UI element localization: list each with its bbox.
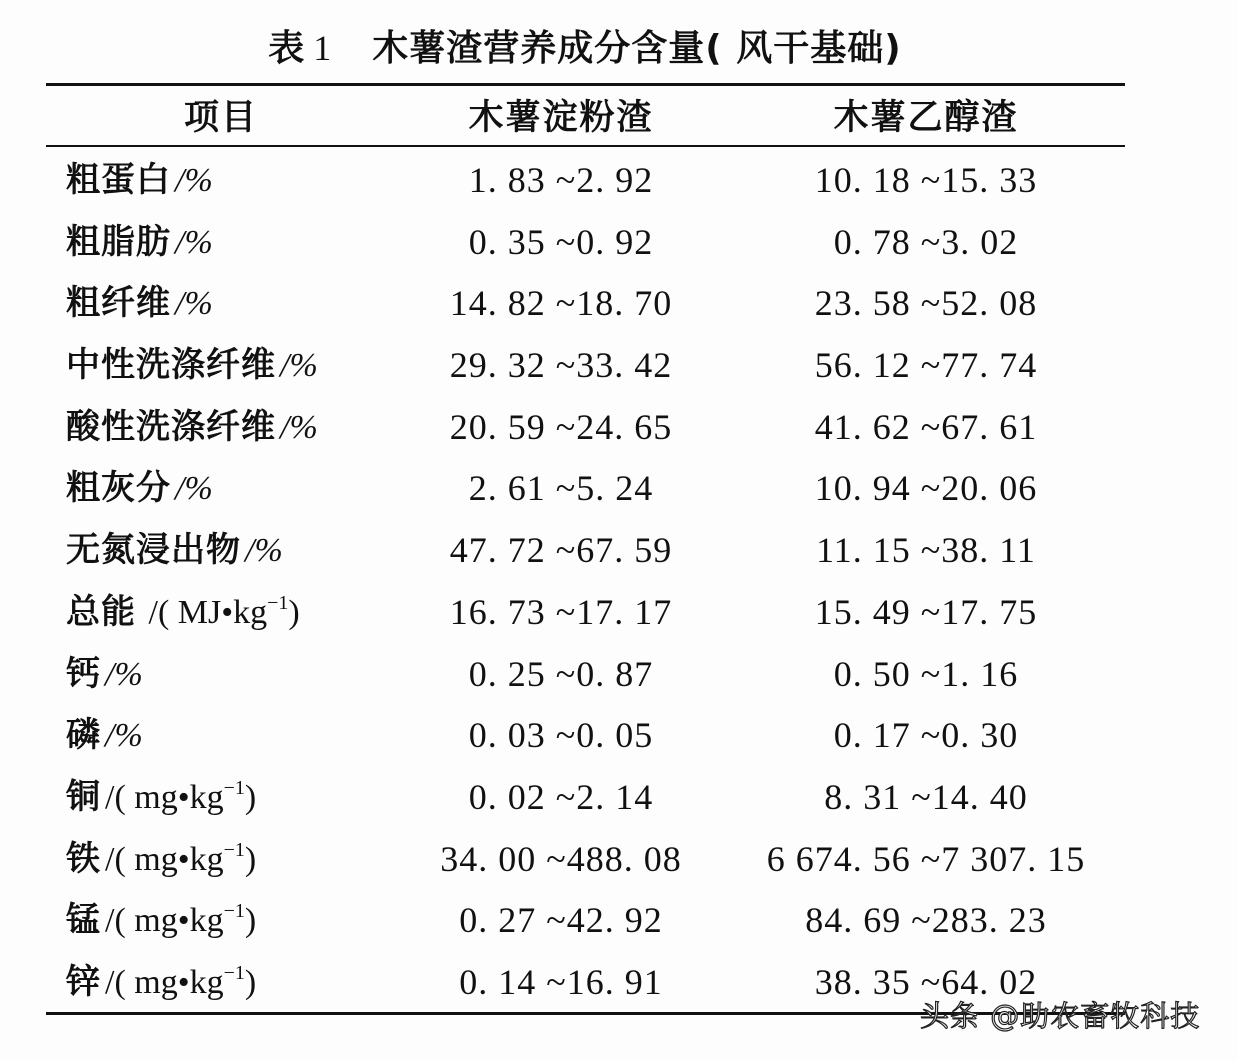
table-header	[46, 92, 1125, 144]
item-cell	[66, 458, 213, 519]
column-header-ethanol-residue: 木薯乙醇渣	[833, 98, 1019, 138]
item-cell	[66, 582, 300, 643]
starch-residue-value: 0. 27 ~42. 92	[459, 900, 663, 941]
item-cell	[66, 273, 213, 334]
item-cell	[66, 335, 318, 396]
item-unit: /( $mg•kg^{-1}$)	[105, 961, 257, 1001]
ethanol-residue-value: 0. 17 ~0. 30	[833, 715, 1019, 756]
table-row	[46, 582, 1125, 644]
ethanol-residue-value: 15. 49 ~17. 75	[814, 591, 1038, 632]
item-cell	[66, 890, 256, 951]
item-name: 粗脂肪	[66, 221, 171, 262]
item-cell	[66, 829, 256, 890]
table-caption	[0, 22, 1170, 75]
ethanol-residue-value: 0. 50 ~1. 16	[833, 653, 1019, 694]
ethanol-residue-value: 10. 18 ~15. 33	[814, 160, 1038, 200]
item-unit: /%	[175, 470, 213, 508]
header-rule	[46, 145, 1125, 147]
column-header-item: 项目	[183, 98, 258, 138]
item-cell	[66, 705, 143, 766]
table-row	[46, 829, 1125, 891]
item-unit: /%	[280, 347, 318, 385]
starch-residue-value: 14. 82 ~18. 70	[449, 283, 673, 324]
watermark: 头条 @助农畜牧科技	[920, 999, 1201, 1033]
starch-residue-value: 16. 73 ~17. 17	[449, 591, 673, 632]
table-row	[46, 520, 1125, 582]
item-unit: /( $mg•kg^{-1}$)	[105, 900, 257, 940]
item-unit: /%	[175, 223, 213, 261]
ethanol-residue-value: 11. 15 ~38. 11	[816, 530, 1036, 571]
ethanol-residue-value: 56. 12 ~77. 74	[814, 345, 1038, 386]
starch-residue-value: 1. 83 ~2. 92	[468, 160, 654, 200]
caption-label: 表 1	[268, 28, 333, 68]
table-row	[46, 150, 1125, 212]
table-row	[46, 335, 1125, 397]
item-unit: /%	[105, 717, 143, 755]
column-header-starch-residue: 木薯淀粉渣	[468, 98, 654, 138]
table-row	[46, 458, 1125, 520]
item-cell	[66, 150, 213, 211]
starch-residue-value: 20. 59 ~24. 65	[449, 406, 673, 447]
item-name: 酸性洗涤纤维	[66, 406, 276, 447]
starch-residue-value: 0. 35 ~0. 92	[468, 221, 654, 262]
table-row	[46, 890, 1125, 952]
item-unit: /%	[175, 285, 213, 323]
ethanol-residue-value: 41. 62 ~67. 61	[814, 406, 1038, 447]
starch-residue-value: 29. 32 ~33. 42	[449, 345, 673, 386]
item-name: 锰	[66, 900, 101, 941]
starch-residue-value: 0. 03 ~0. 05	[468, 715, 654, 756]
item-name: 钙	[66, 653, 101, 694]
item-name: 磷	[66, 715, 101, 756]
item-name: 铜	[66, 776, 101, 817]
table-row	[46, 767, 1125, 829]
item-name: 锌	[66, 961, 101, 1002]
ethanol-residue-value: 38. 35 ~64. 02	[814, 961, 1038, 1002]
item-unit: /( $mg•kg^{-1}$)	[105, 838, 257, 878]
top-rule	[46, 83, 1125, 86]
starch-residue-value: 0. 14 ~16. 91	[459, 961, 663, 1002]
item-cell	[66, 952, 256, 1013]
starch-residue-value: 0. 02 ~2. 14	[468, 776, 654, 817]
table-row	[46, 644, 1125, 706]
item-unit: /%	[280, 408, 318, 446]
table-row	[46, 397, 1125, 459]
starch-residue-value: 2. 61 ~5. 24	[468, 468, 654, 509]
item-unit: /%	[245, 532, 283, 570]
ethanol-residue-value: 23. 58 ~52. 08	[814, 283, 1038, 324]
item-name: 总能	[66, 591, 136, 632]
item-unit: /( $mg•kg^{-1}$)	[105, 776, 257, 816]
ethanol-residue-value: 8. 31 ~14. 40	[824, 776, 1028, 817]
item-cell	[66, 397, 318, 458]
table-row	[46, 705, 1125, 767]
item-name: 铁	[66, 838, 101, 879]
ethanol-residue-value: 0. 78 ~3. 02	[833, 221, 1019, 262]
item-unit: /( $MJ•kg^{-1}$)	[140, 591, 300, 631]
ethanol-residue-value: 10. 94 ~20. 06	[814, 468, 1038, 509]
table-row	[46, 273, 1125, 335]
ethanol-residue-value: 84. 69 ~283. 23	[805, 900, 1047, 941]
ethanol-residue-value: 6 674. 56 ~7 307. 15	[766, 838, 1086, 879]
item-name: 无氮浸出物	[66, 530, 241, 571]
item-name: 粗灰分	[66, 468, 171, 509]
caption-title: 木薯渣营养成分含量( 风干基础)	[372, 28, 902, 69]
starch-residue-value: 47. 72 ~67. 59	[449, 530, 673, 571]
item-name: 粗蛋白	[66, 160, 171, 200]
table-body	[46, 150, 1125, 1014]
item-cell	[66, 520, 283, 581]
starch-residue-value: 34. 00 ~488. 08	[440, 838, 682, 879]
item-cell	[66, 644, 143, 705]
starch-residue-value: 0. 25 ~0. 87	[468, 653, 654, 694]
item-cell	[66, 212, 213, 273]
item-name: 中性洗涤纤维	[66, 345, 276, 386]
item-unit: /%	[175, 162, 213, 199]
table-row	[46, 212, 1125, 274]
item-name: 粗纤维	[66, 283, 171, 324]
item-unit: /%	[105, 655, 143, 693]
item-cell	[66, 767, 256, 828]
